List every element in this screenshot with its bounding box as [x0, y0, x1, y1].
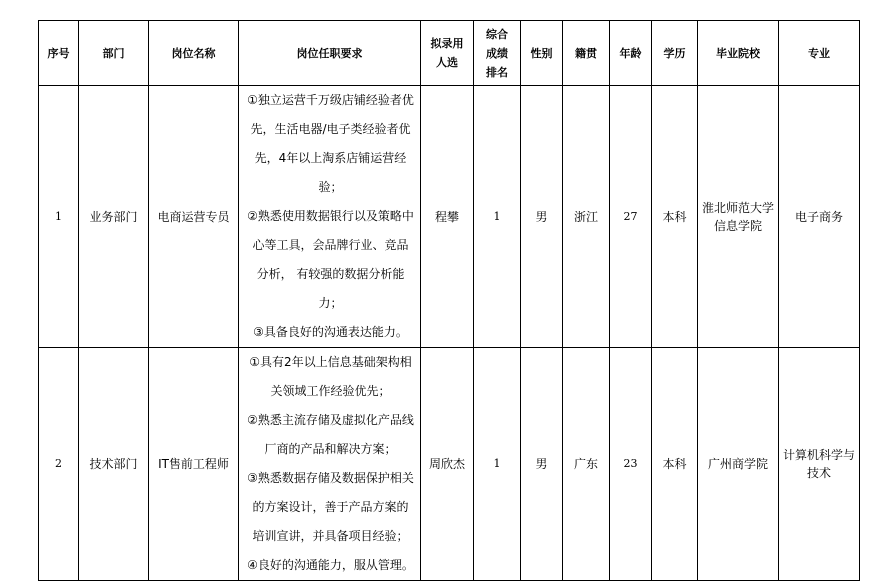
header-school: 毕业院校 [698, 21, 779, 86]
header-major: 专业 [779, 21, 860, 86]
requirement-item: ③具备良好的沟通表达能力。 [253, 325, 408, 339]
cell-rank: 1 [474, 348, 521, 581]
table-row [39, 86, 860, 348]
requirement-item: ④良好的沟通能力，服从管理。 [247, 558, 414, 572]
cell-department: 技术部门 [79, 348, 149, 581]
header-candidate: 拟录用人选 [421, 21, 474, 86]
header-age: 年龄 [610, 21, 652, 86]
cell-candidate: 周欣杰 [421, 348, 474, 581]
cell-candidate: 程攀 [421, 86, 474, 348]
cell-hometown: 广东 [563, 348, 610, 581]
header-gender: 性别 [521, 21, 563, 86]
header-education: 学历 [652, 21, 698, 86]
recruitment-table [38, 20, 860, 581]
table-header [39, 21, 860, 86]
cell-school: 广州商学院 [698, 348, 779, 581]
table-body [39, 86, 860, 581]
cell-education: 本科 [652, 86, 698, 348]
requirements-list [247, 348, 414, 580]
document-sheet [38, 20, 860, 581]
header-index: 序号 [39, 21, 79, 86]
cell-age: 27 [610, 86, 652, 348]
requirement-item: ①具有2年以上信息基础架构相关领域工作经验优先； [249, 355, 412, 398]
requirement-item: ②熟悉使用数据银行以及策略中心等工具，会品牌行业、竞品分析， 有较强的数据分析能力； [247, 209, 414, 310]
cell-gender: 男 [521, 86, 563, 348]
header-hometown: 籍贯 [563, 21, 610, 86]
cell-rank: 1 [474, 86, 521, 348]
header-position: 岗位名称 [149, 21, 239, 86]
header-rank: 综合成绩排名 [474, 21, 521, 86]
cell-requirements [239, 86, 421, 348]
cell-major: 计算机科学与技术 [779, 348, 860, 581]
cell-position: IT售前工程师 [149, 348, 239, 581]
cell-index: 1 [39, 86, 79, 348]
header-department: 部门 [79, 21, 149, 86]
cell-major: 电子商务 [779, 86, 860, 348]
cell-school: 淮北师范大学信息学院 [698, 86, 779, 348]
header-row [39, 21, 860, 86]
requirement-item: ①独立运营千万级店铺经验者优先，生活电器/电子类经验者优先，4年以上淘系店铺运营经验； [247, 93, 414, 194]
cell-age: 23 [610, 348, 652, 581]
requirement-item: ③熟悉数据存储及数据保护相关的方案设计，善于产品方案的培训宣讲，并具备项目经验； [247, 471, 414, 543]
header-requirements: 岗位任职要求 [239, 21, 421, 86]
cell-requirements [239, 348, 421, 581]
cell-gender: 男 [521, 348, 563, 581]
table-row [39, 348, 860, 581]
requirements-list [247, 86, 414, 347]
cell-index: 2 [39, 348, 79, 581]
requirement-item: ②熟悉主流存储及虚拟化产品线厂商的产品和解决方案； [247, 413, 414, 456]
cell-position: 电商运营专员 [149, 86, 239, 348]
cell-department: 业务部门 [79, 86, 149, 348]
cell-hometown: 浙江 [563, 86, 610, 348]
cell-education: 本科 [652, 348, 698, 581]
